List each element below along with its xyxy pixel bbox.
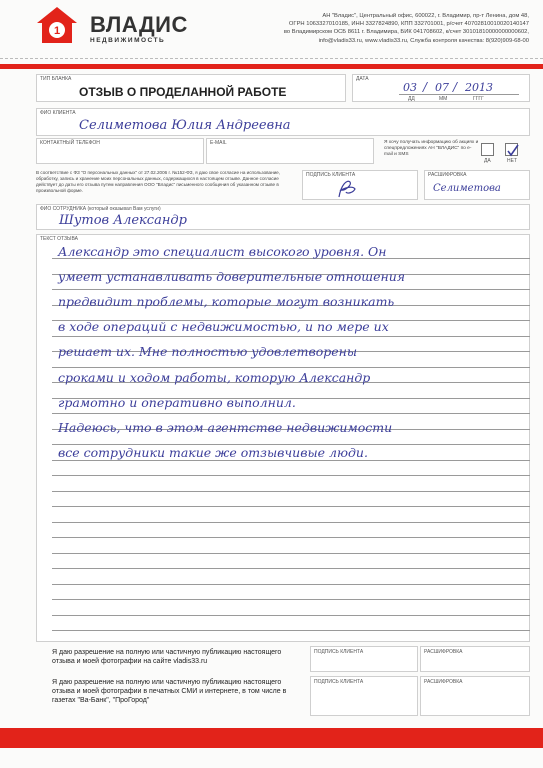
date-yyyy-label: ГГГГ xyxy=(473,96,484,102)
client-signature-box[interactable] xyxy=(302,170,418,200)
red-stripe-bottom xyxy=(0,728,543,748)
employee-label: ФИО СОТРУДНИКА (который оказывал Вам услуги) xyxy=(40,206,161,212)
date-mm-label: ММ xyxy=(439,96,448,102)
employee-name[interactable]: Шутов Александр xyxy=(59,213,187,228)
ruled-line xyxy=(52,630,530,631)
review-line: сроками и ходом работы, которую Александр xyxy=(58,370,371,385)
consent-text: В соответствие с ФЗ "О персональных данных" от 27.02.2006 г. №152-ФЗ, я даю свое согласие на использование, обработку, запись и хранение моих персональных данных, содержащихся в настоящем отзыве. Данное согласие действует до даты его отзыва путем направления ООО "Владис" письменного сообщения об указанном отзыве в произвольной форме. xyxy=(36,170,281,193)
ruled-line xyxy=(52,413,530,414)
promo-yes-checkbox[interactable] xyxy=(481,143,494,156)
permission-site-decoding-box[interactable] xyxy=(420,646,530,672)
ruled-line xyxy=(52,367,530,368)
review-line: грамотно и оперативно выполнил. xyxy=(58,395,296,410)
phone-label: КОНТАКТНЫЙ ТЕЛЕФОН xyxy=(40,140,100,146)
review-line: решает их. Мне полностью удовлетворены xyxy=(58,344,358,359)
email-box[interactable] xyxy=(206,138,374,164)
ruled-line xyxy=(52,475,530,476)
signature-label: ПОДПИСЬ КЛИЕНТА xyxy=(314,649,364,655)
permission-press: Я даю разрешение на полную или частичную публикацию настоящего отзыва и моей фотографии в печатных СМИ и интернете, в том числе в газетах "Ва-Банк", "ПроГород" xyxy=(52,679,287,704)
permission-site: Я даю разрешение на полную или частичную публикацию настоящего отзыва и моей фотографии на сайте vladis33.ru xyxy=(52,649,282,665)
promo-yes-label: ДА xyxy=(484,158,491,164)
ruled-line xyxy=(52,491,530,492)
review-line: все сотрудники такие же отзывчивые люди. xyxy=(58,445,368,460)
form-type-label: ТИП БЛАНКА xyxy=(40,76,72,82)
brand-name: ВЛАДИС xyxy=(90,12,188,37)
phone-box[interactable] xyxy=(36,138,204,164)
company-info-line: info@vladis33.ru, www.vladis33.ru, Служба контроля качества: 8(920)909-68-00 xyxy=(318,37,529,44)
review-line: умеет устанавливать доверительные отношения xyxy=(58,269,406,284)
client-signature-label: ПОДПИСЬ КЛИЕНТА xyxy=(306,172,356,178)
promo-note: Я хочу получать информацию об акциях и спецпредложениях АН "ВЛАДИС" по e-mail и SMS xyxy=(384,140,479,157)
decoding-label: РАСШИФРОВКА xyxy=(428,172,467,178)
review-line: в ходе операций с недвижимостью, и по мере их xyxy=(58,319,389,334)
check-mark-icon xyxy=(506,144,519,157)
signature-image xyxy=(333,177,363,199)
review-label: ТЕКСТ ОТЗЫВА xyxy=(40,236,78,242)
form-title: ОТЗЫВ О ПРОДЕЛАННОЙ РАБОТЕ xyxy=(79,85,287,99)
company-info xyxy=(229,12,529,45)
form-type-box xyxy=(36,74,346,102)
date-year[interactable]: 2013 xyxy=(465,81,493,94)
red-stripe-top xyxy=(0,64,543,69)
promo-no-label: НЕТ xyxy=(507,158,517,164)
ruled-line xyxy=(52,537,530,538)
house-logo-icon xyxy=(36,6,78,44)
company-info-line: АН "Владис", Центральный офис, 600022, г. Владимир, пр-т Ленина, дом 48, xyxy=(322,13,529,19)
ruled-line xyxy=(52,599,530,600)
company-info-line: ОГРН 1063327010185, ИНН 3327824890, КПП 332701001, р/счет 40702810010020140147 xyxy=(288,21,529,28)
permission-press-decoding-box[interactable] xyxy=(420,676,530,716)
review-line: Александр это специалист высокого уровня. Он xyxy=(58,244,387,259)
date-separator: / xyxy=(423,80,428,94)
ruled-line xyxy=(52,336,530,337)
date-month[interactable]: 07 xyxy=(435,81,449,94)
date-dd-label: ДД xyxy=(408,96,415,102)
signature-label: ПОДПИСЬ КЛИЕНТА xyxy=(314,679,364,685)
email-label: E-MAIL xyxy=(210,140,227,146)
date-day[interactable]: 03 xyxy=(403,81,417,94)
date-separator: / xyxy=(453,80,458,94)
ruled-line xyxy=(52,553,530,554)
promo-no-checkbox[interactable] xyxy=(505,143,518,156)
client-name-value[interactable]: Селиметова Юлия Андреевна xyxy=(79,118,291,133)
logo-number: 1 xyxy=(53,25,61,37)
cut-line xyxy=(0,58,543,59)
ruled-line xyxy=(52,460,530,461)
client-name-label: ФИО КЛИЕНТА xyxy=(40,110,76,116)
decoding-label: РАСШИФРОВКА xyxy=(424,679,463,685)
date-underline xyxy=(399,94,519,95)
company-info-line: во Владимирском ОСБ 8611 г. Владимира, БИК 041708602, к/счет 30101810000000000602, xyxy=(283,29,529,36)
permission-site-signature-box[interactable] xyxy=(310,646,418,672)
decoding-label: РАСШИФРОВКА xyxy=(424,649,463,655)
date-label: ДАТА xyxy=(356,76,369,82)
employee-box xyxy=(36,204,530,230)
brand-subtitle: НЕДВИЖИМОСТЬ xyxy=(90,37,166,44)
date-box xyxy=(352,74,530,102)
ruled-line xyxy=(52,289,530,290)
review-line: предвидит проблемы, которые могут возникать xyxy=(58,294,395,309)
client-name-box xyxy=(36,108,530,136)
permission-press-signature-box[interactable] xyxy=(310,676,418,716)
ruled-line xyxy=(52,522,530,523)
ruled-line xyxy=(52,568,530,569)
ruled-line xyxy=(52,584,530,585)
ruled-line xyxy=(52,506,530,507)
decoding-value[interactable]: Селиметова xyxy=(433,183,501,194)
review-line: Надеюсь, что в этом агентстве недвижимости xyxy=(58,420,393,435)
decoding-box xyxy=(424,170,530,200)
ruled-line xyxy=(52,615,530,616)
